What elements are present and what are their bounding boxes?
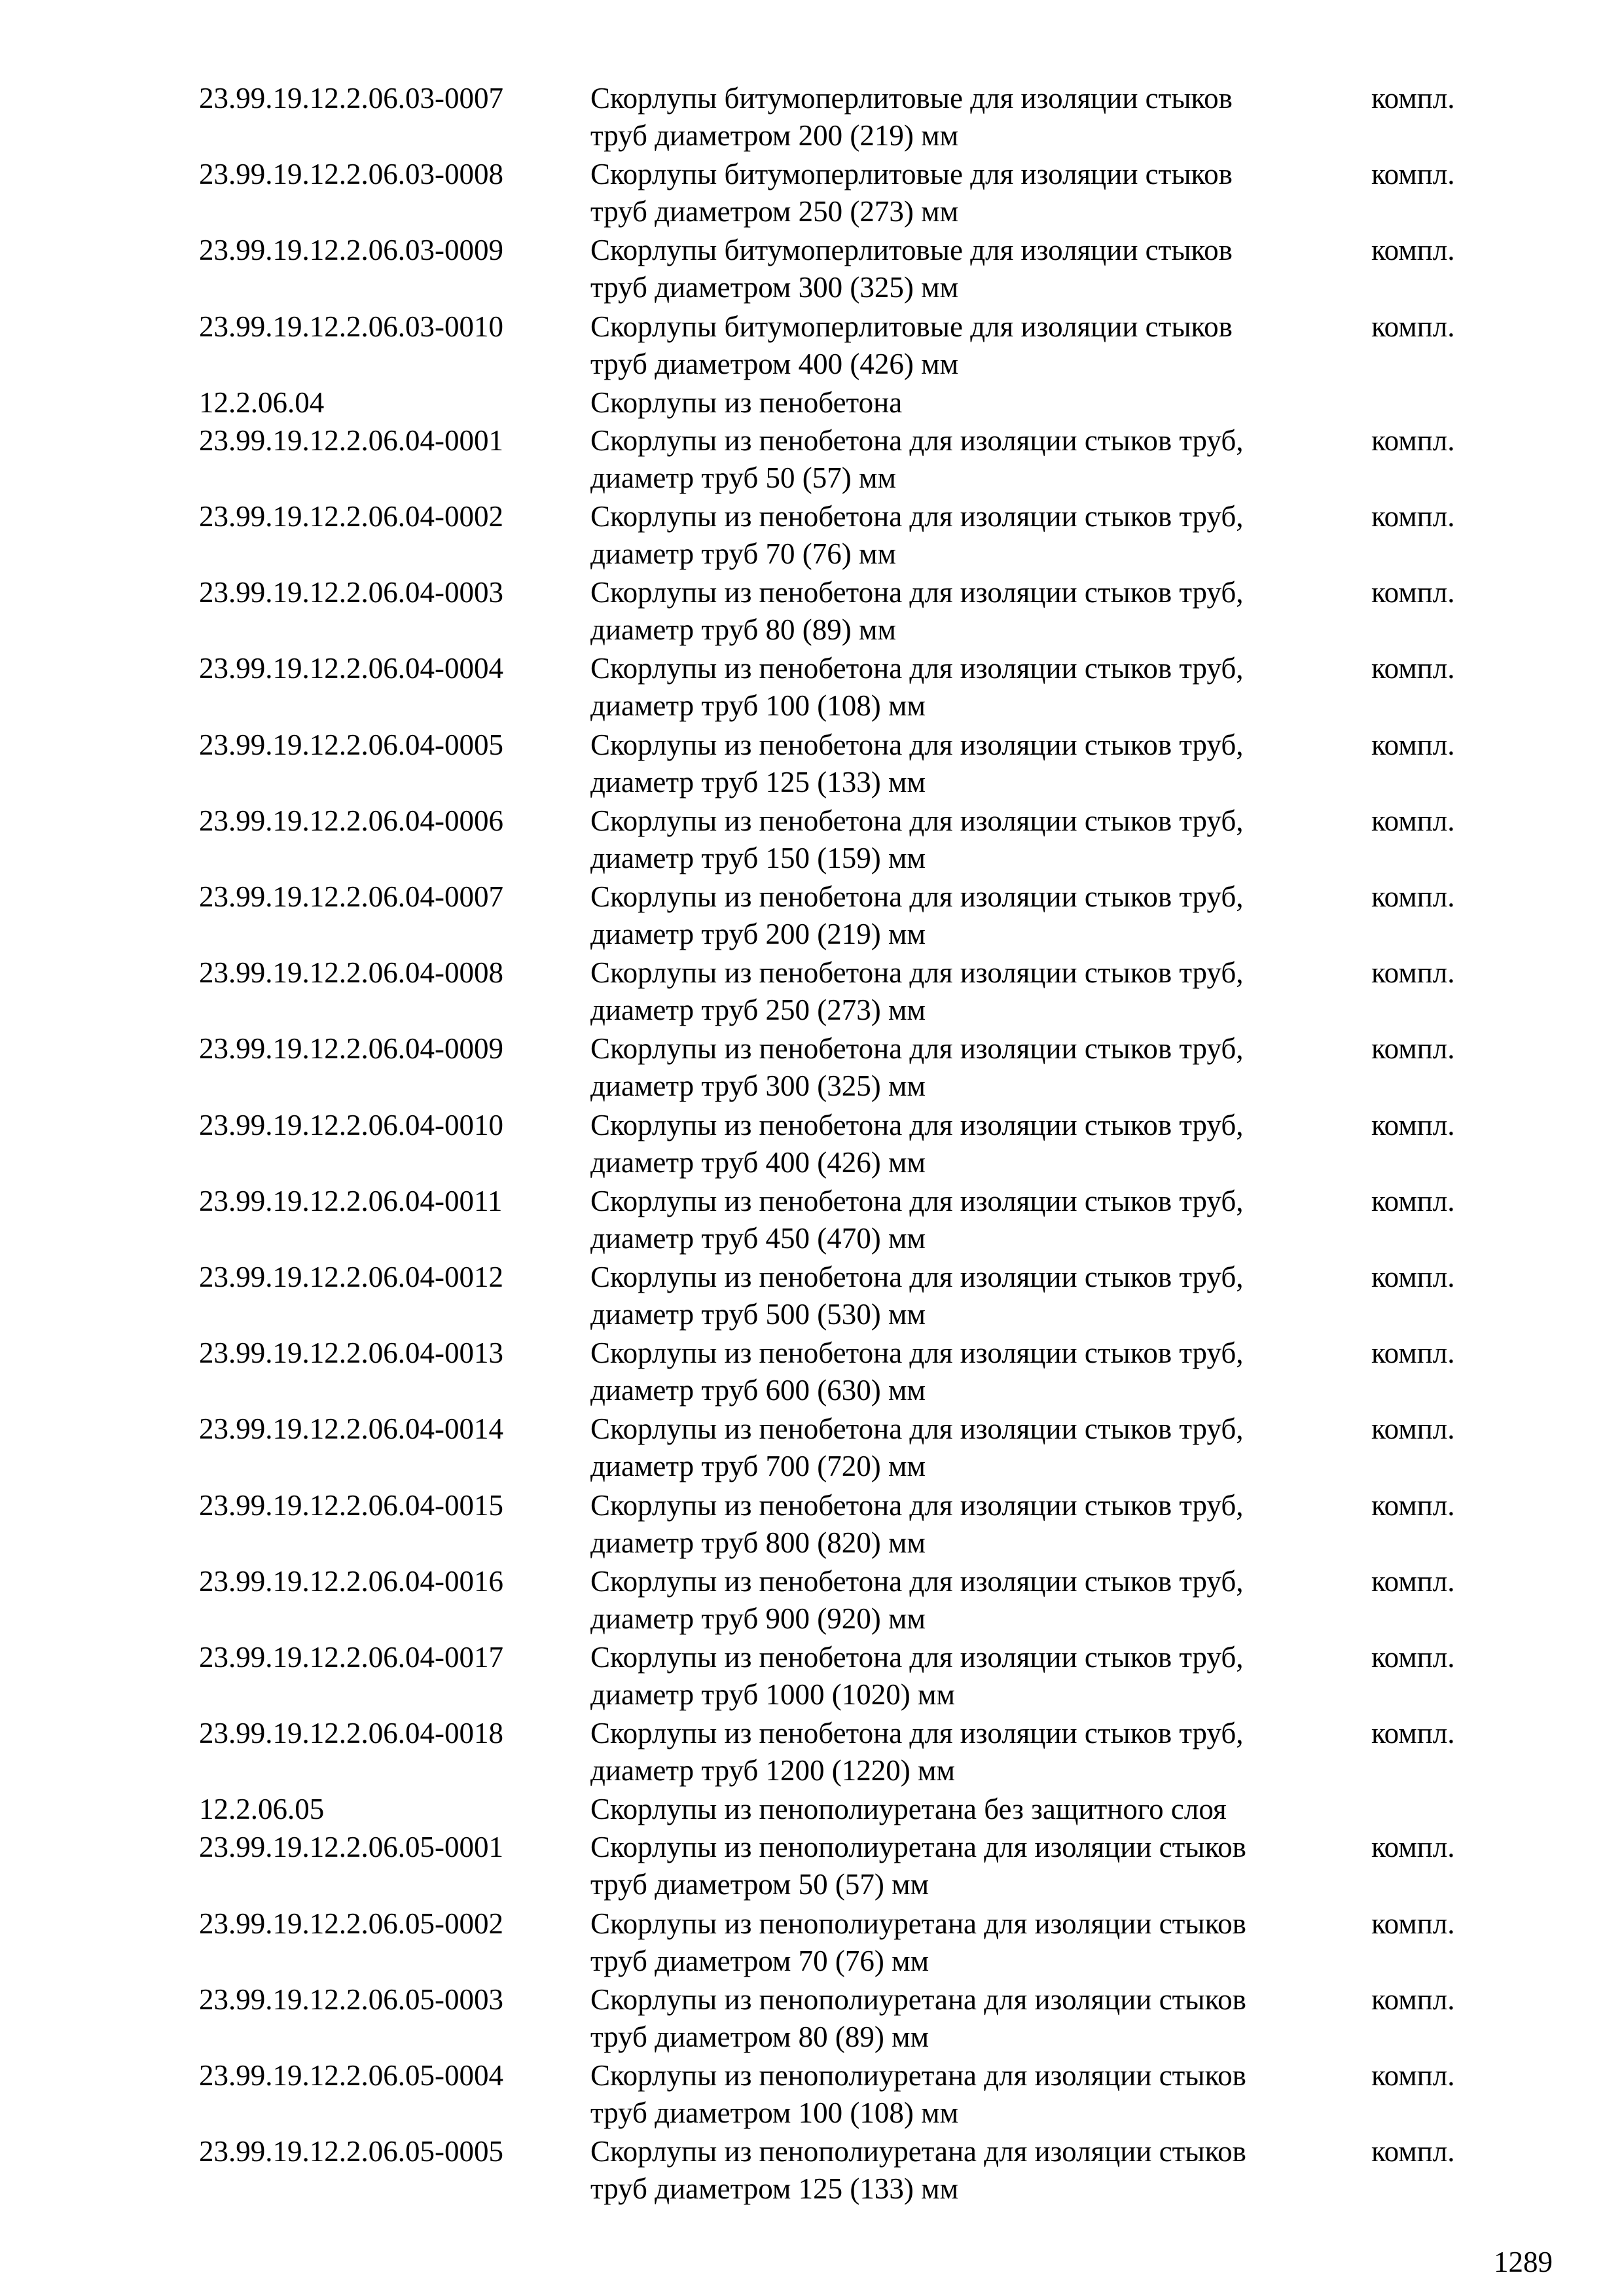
row-code: 23.99.19.12.2.06.05-0002: [199, 1907, 503, 1940]
row-description: [590, 1563, 1356, 1638]
row-description: [590, 650, 1356, 725]
row-unit: компл.: [1371, 158, 1455, 190]
description-line: Скорлупы из пенобетона для изоляции стыков труб,: [590, 500, 1244, 533]
row-unit: компл.: [1371, 728, 1455, 761]
page-number: 1289: [1494, 2246, 1553, 2278]
table-row: [0, 802, 1624, 878]
description-line: диаметр труб 250 (273) мм: [590, 994, 926, 1026]
row-description: [590, 1030, 1356, 1105]
description-line: Скорлупы битумоперлитовые для изоляции стыков: [590, 158, 1233, 190]
row-code: 12.2.06.04: [199, 386, 325, 419]
description-line: труб диаметром 400 (426) мм: [590, 348, 959, 380]
row-code: 23.99.19.12.2.06.04-0018: [199, 1717, 503, 1749]
table-row: [0, 498, 1624, 574]
description-line: труб диаметром 80 (89) мм: [590, 2020, 929, 2053]
row-description: [590, 1829, 1356, 1903]
row-code: 23.99.19.12.2.06.04-0009: [199, 1032, 503, 1065]
row-code: 23.99.19.12.2.06.05-0004: [199, 2059, 503, 2092]
row-unit: компл.: [1371, 1565, 1455, 1598]
row-unit: компл.: [1371, 1109, 1455, 1141]
description-line: Скорлупы из пенобетона для изоляции стыков труб,: [590, 1032, 1244, 1065]
row-unit: компл.: [1371, 1489, 1455, 1522]
description-line: диаметр труб 300 (325) мм: [590, 1069, 926, 1102]
table-row: [0, 726, 1624, 802]
row-code: 23.99.19.12.2.06.05-0003: [199, 1983, 503, 2016]
description-line: Скорлупы из пенобетона для изоляции стыков труб,: [590, 804, 1244, 837]
row-unit: компл.: [1371, 1641, 1455, 1674]
table-row: [0, 1183, 1624, 1259]
table-row: [0, 2133, 1624, 2209]
row-code: 23.99.19.12.2.06.05-0005: [199, 2135, 503, 2168]
row-code: 23.99.19.12.2.06.04-0004: [199, 652, 503, 685]
row-unit: компл.: [1371, 1717, 1455, 1749]
row-code: 23.99.19.12.2.06.04-0010: [199, 1109, 503, 1141]
row-code: 23.99.19.12.2.06.04-0014: [199, 1412, 503, 1445]
row-code: 23.99.19.12.2.06.04-0016: [199, 1565, 503, 1598]
row-code: 23.99.19.12.2.06.04-0007: [199, 880, 503, 913]
description-line: труб диаметром 125 (133) мм: [590, 2172, 959, 2205]
table-row: [0, 1715, 1624, 1791]
description-line: диаметр труб 100 (108) мм: [590, 689, 926, 722]
row-unit: компл.: [1371, 1983, 1455, 2016]
description-line: Скорлупы из пенобетона для изоляции стыков труб,: [590, 1109, 1244, 1141]
row-unit: компл.: [1371, 424, 1455, 457]
description-line: диаметр труб 150 (159) мм: [590, 842, 926, 874]
description-line: Скорлупы из пенобетона для изоляции стыков труб,: [590, 1412, 1244, 1445]
table-row: [0, 1639, 1624, 1715]
description-line: Скорлупы из пенобетона: [590, 386, 903, 419]
row-unit: компл.: [1371, 2135, 1455, 2168]
table-row: [0, 232, 1624, 308]
table-row: [0, 650, 1624, 726]
description-line: диаметр труб 200 (219) мм: [590, 918, 926, 950]
row-code: 23.99.19.12.2.06.04-0003: [199, 576, 503, 609]
row-unit: компл.: [1371, 880, 1455, 913]
row-unit: компл.: [1371, 804, 1455, 837]
description-line: Скорлупы битумоперлитовые для изоляции стыков: [590, 310, 1233, 343]
row-description: [590, 1639, 1356, 1713]
row-code: 23.99.19.12.2.06.04-0001: [199, 424, 503, 457]
description-line: Скорлупы из пенобетона для изоляции стыков труб,: [590, 424, 1244, 457]
table-row: [0, 1335, 1624, 1410]
row-description: [590, 954, 1356, 1029]
table-row: [0, 878, 1624, 954]
row-description: [590, 384, 1356, 422]
table-row: [0, 2057, 1624, 2133]
row-description: [590, 1335, 1356, 1409]
description-line: труб диаметром 200 (219) мм: [590, 119, 959, 152]
row-description: [590, 1410, 1356, 1485]
row-description: [590, 1487, 1356, 1562]
row-code: 23.99.19.12.2.06.04-0012: [199, 1261, 503, 1293]
row-description: [590, 308, 1356, 383]
description-line: диаметр труб 500 (530) мм: [590, 1298, 926, 1331]
row-code: 23.99.19.12.2.06.03-0009: [199, 234, 503, 266]
row-description: [590, 1791, 1356, 1828]
row-unit: компл.: [1371, 1831, 1455, 1863]
row-unit: компл.: [1371, 310, 1455, 343]
row-unit: компл.: [1371, 1185, 1455, 1217]
table-row: [0, 1563, 1624, 1639]
row-code: 23.99.19.12.2.06.04-0011: [199, 1185, 503, 1217]
row-description: [590, 1259, 1356, 1333]
row-code: 23.99.19.12.2.06.04-0002: [199, 500, 503, 533]
row-unit: компл.: [1371, 82, 1455, 115]
description-line: диаметр труб 80 (89) мм: [590, 613, 896, 646]
description-line: диаметр труб 400 (426) мм: [590, 1146, 926, 1179]
row-description: [590, 1107, 1356, 1181]
table-row: [0, 1905, 1624, 1981]
row-unit: компл.: [1371, 956, 1455, 989]
description-line: Скорлупы из пенобетона для изоляции стыков труб,: [590, 1717, 1244, 1749]
row-description: [590, 422, 1356, 497]
description-line: труб диаметром 250 (273) мм: [590, 195, 959, 228]
row-code: 23.99.19.12.2.06.04-0015: [199, 1489, 503, 1522]
description-line: диаметр труб 900 (920) мм: [590, 1602, 926, 1635]
row-code: 23.99.19.12.2.06.03-0007: [199, 82, 503, 115]
table-row: [0, 1107, 1624, 1183]
row-description: [590, 726, 1356, 801]
table-row: [0, 1030, 1624, 1106]
row-code: 23.99.19.12.2.06.03-0008: [199, 158, 503, 190]
description-line: Скорлупы из пенополиуретана для изоляции стыков: [590, 2135, 1246, 2168]
row-code: 23.99.19.12.2.06.04-0017: [199, 1641, 503, 1674]
description-line: Скорлупы из пенополиуретана без защитного слоя: [590, 1793, 1227, 1825]
table-row: [0, 1259, 1624, 1335]
row-code: 23.99.19.12.2.06.03-0010: [199, 310, 503, 343]
description-line: Скорлупы битумоперлитовые для изоляции стыков: [590, 234, 1233, 266]
description-line: Скорлупы из пенобетона для изоляции стыков труб,: [590, 576, 1244, 609]
row-unit: компл.: [1371, 1412, 1455, 1445]
table-row: [0, 422, 1624, 498]
row-description: [590, 878, 1356, 953]
description-line: диаметр труб 50 (57) мм: [590, 461, 896, 494]
row-unit: компл.: [1371, 652, 1455, 685]
description-line: диаметр труб 1200 (1220) мм: [590, 1754, 955, 1787]
description-line: Скорлупы из пенобетона для изоляции стыков труб,: [590, 956, 1244, 989]
row-description: [590, 1183, 1356, 1257]
description-line: Скорлупы из пенобетона для изоляции стыков труб,: [590, 652, 1244, 685]
table-row: [0, 308, 1624, 384]
description-line: диаметр труб 700 (720) мм: [590, 1450, 926, 1482]
row-description: [590, 232, 1356, 306]
description-line: диаметр труб 70 (76) мм: [590, 537, 896, 570]
description-line: Скорлупы из пенобетона для изоляции стыков труб,: [590, 1489, 1244, 1522]
description-line: Скорлупы из пенобетона для изоляции стыков труб,: [590, 880, 1244, 913]
description-line: Скорлупы из пенополиуретана для изоляции стыков: [590, 1983, 1246, 2016]
description-line: Скорлупы из пенополиуретана для изоляции стыков: [590, 2059, 1246, 2092]
description-line: труб диаметром 300 (325) мм: [590, 271, 959, 304]
row-description: [590, 498, 1356, 573]
row-unit: компл.: [1371, 576, 1455, 609]
row-unit: компл.: [1371, 2059, 1455, 2092]
description-line: Скорлупы из пенополиуретана для изоляции стыков: [590, 1907, 1246, 1940]
row-description: [590, 80, 1356, 154]
row-code: 23.99.19.12.2.06.04-0006: [199, 804, 503, 837]
row-unit: компл.: [1371, 234, 1455, 266]
table-row: [0, 1487, 1624, 1563]
table-row: [0, 954, 1624, 1030]
description-line: диаметр труб 450 (470) мм: [590, 1222, 926, 1255]
row-code: 23.99.19.12.2.06.04-0005: [199, 728, 503, 761]
description-line: диаметр труб 125 (133) мм: [590, 766, 926, 798]
description-line: труб диаметром 70 (76) мм: [590, 1945, 929, 1977]
row-unit: компл.: [1371, 1261, 1455, 1293]
description-line: Скорлупы из пенобетона для изоляции стыков труб,: [590, 1565, 1244, 1598]
row-code: 23.99.19.12.2.06.04-0013: [199, 1336, 503, 1369]
row-unit: компл.: [1371, 1336, 1455, 1369]
row-description: [590, 156, 1356, 230]
row-description: [590, 2057, 1356, 2132]
description-line: диаметр труб 600 (630) мм: [590, 1374, 926, 1407]
row-description: [590, 802, 1356, 877]
table-row: [0, 1981, 1624, 2057]
row-code: 23.99.19.12.2.06.05-0001: [199, 1831, 503, 1863]
description-line: Скорлупы из пенобетона для изоляции стыков труб,: [590, 1641, 1244, 1674]
description-line: труб диаметром 100 (108) мм: [590, 2096, 959, 2129]
description-line: диаметр труб 1000 (1020) мм: [590, 1678, 955, 1711]
row-description: [590, 1715, 1356, 1789]
row-description: [590, 1905, 1356, 1980]
table-row: [0, 1410, 1624, 1486]
table-row: [0, 80, 1624, 156]
row-unit: компл.: [1371, 500, 1455, 533]
row-unit: компл.: [1371, 1032, 1455, 1065]
description-line: Скорлупы из пенобетона для изоляции стыков труб,: [590, 1185, 1244, 1217]
row-description: [590, 574, 1356, 649]
description-line: Скорлупы из пенобетона для изоляции стыков труб,: [590, 728, 1244, 761]
description-line: Скорлупы из пенобетона для изоляции стыков труб,: [590, 1261, 1244, 1293]
row-code: 23.99.19.12.2.06.04-0008: [199, 956, 503, 989]
description-line: Скорлупы из пенобетона для изоляции стыков труб,: [590, 1336, 1244, 1369]
description-line: Скорлупы из пенополиуретана для изоляции стыков: [590, 1831, 1246, 1863]
row-code: 12.2.06.05: [199, 1793, 325, 1825]
row-description: [590, 1981, 1356, 2056]
table-row: [0, 1829, 1624, 1905]
description-line: диаметр труб 800 (820) мм: [590, 1526, 926, 1559]
row-description: [590, 2133, 1356, 2208]
table-row: [0, 574, 1624, 650]
table-row: [0, 156, 1624, 232]
description-line: труб диаметром 50 (57) мм: [590, 1868, 929, 1901]
description-line: Скорлупы битумоперлитовые для изоляции стыков: [590, 82, 1233, 115]
row-unit: компл.: [1371, 1907, 1455, 1940]
